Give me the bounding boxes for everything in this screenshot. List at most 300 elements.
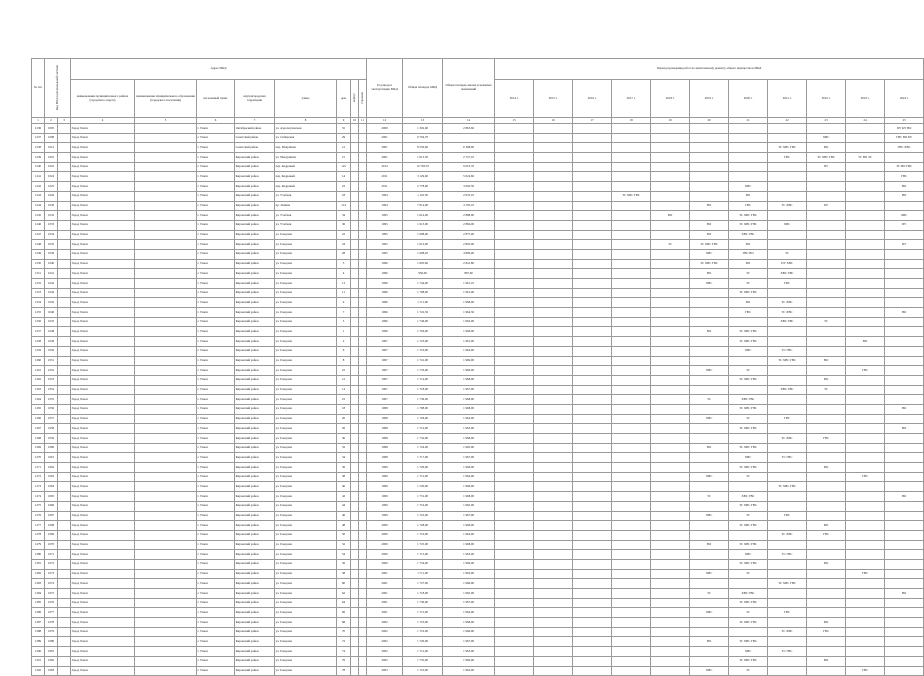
- cell-period-work: ЭС ВО ГВС: [885, 162, 924, 172]
- cell-street: ул. Говорова: [275, 424, 337, 434]
- cell-municipality: Город Томск: [71, 356, 135, 366]
- cell-reg-code: 1068: [45, 521, 58, 531]
- cell-korpus: [351, 434, 359, 444]
- cell-korpus: [351, 211, 359, 221]
- table-body: [32, 124, 924, 676]
- cell-reserve: 2 935,10: [443, 191, 495, 201]
- column-number: 6: [197, 118, 235, 124]
- cell-korpus: [351, 637, 359, 647]
- cell-period-work: [846, 124, 885, 134]
- cell-period-work: [651, 404, 690, 414]
- cell-period-work: [534, 453, 573, 463]
- table-row: [32, 337, 924, 347]
- cell-period-work: [885, 579, 924, 589]
- cell-stroenie: [359, 279, 367, 289]
- cell-period-work: [651, 472, 690, 482]
- cell-empty: [58, 191, 71, 201]
- col-period-7: 2021 г.: [768, 80, 807, 118]
- cell-npp: 1246: [32, 220, 45, 230]
- cell-reg-code: 1080: [45, 637, 58, 647]
- cell-period-work: [651, 279, 690, 289]
- cell-period-work: ГВС: [729, 308, 768, 318]
- cell-district: Кировский район: [235, 540, 275, 550]
- cell-period-work: [846, 211, 885, 221]
- column-number: 8: [275, 118, 337, 124]
- cell-street: ул. Говорова: [275, 656, 337, 666]
- cell-empty: [58, 249, 71, 259]
- cell-district: Кировский район: [235, 240, 275, 250]
- cell-reserve: 1 966,00: [443, 327, 495, 337]
- cell-period-work: [846, 608, 885, 618]
- cell-korpus: [351, 162, 359, 172]
- col-period-10: 2024 г.: [885, 80, 924, 118]
- cell-period-work: [573, 153, 612, 163]
- cell-period-work: [573, 201, 612, 211]
- cell-house: 40: [337, 482, 351, 492]
- cell-year: 1996: [367, 308, 403, 318]
- cell-period-work: [612, 434, 651, 444]
- cell-empty: [58, 501, 71, 511]
- cell-npp: 1278: [32, 530, 45, 540]
- cell-house: 5: [337, 317, 351, 327]
- cell-period-work: [690, 317, 729, 327]
- cell-npp: 1289: [32, 637, 45, 647]
- cell-street: пер. Кедровый: [275, 162, 337, 172]
- cell-area: 1 708,00: [403, 288, 443, 298]
- cell-empty: [58, 182, 71, 192]
- cell-settlement: [135, 559, 197, 569]
- cell-district: Кировский район: [235, 627, 275, 637]
- column-number: 4: [71, 118, 135, 124]
- cell-locality: г. Томск: [197, 579, 235, 589]
- cell-district: Кировский район: [235, 647, 275, 657]
- cell-area: 1 116,50: [403, 191, 443, 201]
- cell-period-work: [846, 143, 885, 153]
- cell-period-work: [495, 366, 534, 376]
- table-row: [32, 414, 924, 424]
- cell-house: 14: [337, 385, 351, 395]
- cell-period-work: [534, 579, 573, 589]
- cell-period-work: ХВС: [690, 249, 729, 259]
- cell-house: 76: [337, 656, 351, 666]
- cell-period-work: [807, 608, 846, 618]
- cell-period-work: ТС: [807, 385, 846, 395]
- cell-period-work: [573, 220, 612, 230]
- cell-period-work: [573, 598, 612, 608]
- cell-period-work: [573, 550, 612, 560]
- cell-period-work: ТС: [651, 240, 690, 250]
- cell-reserve: 1 963,00: [443, 424, 495, 434]
- cell-stroenie: [359, 511, 367, 521]
- cell-reserve: 3 092,50: [443, 182, 495, 192]
- cell-reg-code: 1052: [45, 366, 58, 376]
- cell-korpus: [351, 375, 359, 385]
- cell-municipality: Город Томск: [71, 550, 135, 560]
- cell-reg-code: 1061: [45, 453, 58, 463]
- cell-street: пер. Кедровый: [275, 172, 337, 182]
- cell-period-work: [534, 124, 573, 134]
- cell-street: ул. Учебная: [275, 211, 337, 221]
- cell-district: Кировский район: [235, 511, 275, 521]
- cell-korpus: [351, 589, 359, 599]
- cell-period-work: [807, 249, 846, 259]
- cell-house: 28: [337, 249, 351, 259]
- cell-district: Октябрьский район: [235, 124, 275, 134]
- cell-period-work: ВО: [885, 404, 924, 414]
- cell-stroenie: [359, 366, 367, 376]
- cell-district: Кировский район: [235, 598, 275, 608]
- cell-npp: 1243: [32, 191, 45, 201]
- cell-stroenie: [359, 308, 367, 318]
- table-row: [32, 434, 924, 444]
- cell-locality: г. Томск: [197, 356, 235, 366]
- cell-locality: г. Томск: [197, 511, 235, 521]
- cell-period-work: [612, 162, 651, 172]
- cell-period-work: [885, 375, 924, 385]
- cell-municipality: Город Томск: [71, 608, 135, 618]
- cell-empty: [58, 637, 71, 647]
- cell-area: 1 746,00: [403, 317, 443, 327]
- cell-year: 1996: [367, 327, 403, 337]
- cell-stroenie: [359, 608, 367, 618]
- cell-period-work: [885, 559, 924, 569]
- cell-korpus: [351, 656, 359, 666]
- cell-period-work: ХВС: [729, 550, 768, 560]
- cell-npp: 1269: [32, 443, 45, 453]
- cell-reserve: 1 969,00: [443, 356, 495, 366]
- cell-stroenie: [359, 550, 367, 560]
- cell-period-work: ВО: [807, 618, 846, 628]
- column-number: 5: [135, 118, 197, 124]
- cell-period-work: ВО: [846, 337, 885, 347]
- cell-period-work: [495, 550, 534, 560]
- cell-period-work: [534, 559, 573, 569]
- cell-district: Кировский район: [235, 298, 275, 308]
- cell-period-work: [807, 540, 846, 550]
- cell-reserve: 1 966,00: [443, 627, 495, 637]
- cell-period-work: [651, 298, 690, 308]
- cell-npp: 1261: [32, 366, 45, 376]
- cell-period-work: [885, 259, 924, 269]
- cell-period-work: [885, 627, 924, 637]
- cell-period-work: ВО: [807, 356, 846, 366]
- col-area: Общая площадь МКД: [403, 59, 443, 118]
- cell-year: 1995: [367, 220, 403, 230]
- cell-municipality: Город Томск: [71, 656, 135, 666]
- cell-reg-code: 1060: [45, 443, 58, 453]
- cell-period-work: [651, 598, 690, 608]
- cell-empty: [58, 434, 71, 444]
- cell-korpus: [351, 143, 359, 153]
- cell-period-work: [690, 647, 729, 657]
- cell-period-work: [651, 395, 690, 405]
- cell-stroenie: [359, 463, 367, 473]
- column-number: 24: [846, 118, 885, 124]
- cell-period-work: ТС ХВС ГВС: [612, 191, 651, 201]
- cell-district: Кировский район: [235, 327, 275, 337]
- cell-korpus: [351, 482, 359, 492]
- cell-korpus: [351, 472, 359, 482]
- cell-locality: г. Томск: [197, 530, 235, 540]
- cell-district: Кировский район: [235, 463, 275, 473]
- cell-settlement: [135, 434, 197, 444]
- cell-reserve: 1 965,00: [443, 443, 495, 453]
- cell-period-work: [885, 482, 924, 492]
- cell-municipality: Город Томск: [71, 346, 135, 356]
- cell-reg-code: 1075: [45, 589, 58, 599]
- cell-stroenie: [359, 385, 367, 395]
- cell-period-work: [612, 346, 651, 356]
- cell-year: 1996: [367, 317, 403, 327]
- cell-period-work: КУ: [807, 201, 846, 211]
- cell-settlement: [135, 327, 197, 337]
- cell-npp: 1267: [32, 424, 45, 434]
- cell-district: Кировский район: [235, 404, 275, 414]
- cell-period-work: [612, 279, 651, 289]
- cell-house: 12а: [337, 162, 351, 172]
- cell-period-work: [807, 395, 846, 405]
- cell-npp: 1281: [32, 559, 45, 569]
- cell-npp: 1265: [32, 404, 45, 414]
- cell-settlement: [135, 627, 197, 637]
- cell-period-work: ВО: [690, 443, 729, 453]
- cell-locality: г. Томск: [197, 220, 235, 230]
- cell-period-work: ХВС: [690, 511, 729, 521]
- cell-period-work: [690, 124, 729, 134]
- cell-period-work: [807, 191, 846, 201]
- cell-period-work: [846, 269, 885, 279]
- cell-district: Кировский район: [235, 375, 275, 385]
- cell-period-work: [768, 337, 807, 347]
- cell-period-work: [846, 308, 885, 318]
- cell-settlement: [135, 279, 197, 289]
- cell-period-work: [807, 298, 846, 308]
- cell-npp: 1241: [32, 172, 45, 182]
- table-row: [32, 153, 924, 163]
- cell-empty: [58, 395, 71, 405]
- cell-period-work: ГВС: [846, 666, 885, 676]
- cell-period-work: [612, 201, 651, 211]
- cell-street: ул. Учебная: [275, 220, 337, 230]
- cell-period-work: [690, 434, 729, 444]
- cell-period-work: ТС ХВС ГВС: [729, 540, 768, 550]
- cell-municipality: Город Томск: [71, 492, 135, 502]
- table-row: [32, 521, 924, 531]
- cell-area: 1 608,00: [403, 230, 443, 240]
- cell-settlement: [135, 463, 197, 473]
- cell-period-work: [651, 647, 690, 657]
- cell-area: 1 718,00: [403, 589, 443, 599]
- cell-period-work: [690, 530, 729, 540]
- cell-korpus: [351, 521, 359, 531]
- cell-locality: г. Томск: [197, 259, 235, 269]
- cell-locality: г. Томск: [197, 182, 235, 192]
- cell-period-work: ГВС: [768, 608, 807, 618]
- cell-period-work: [534, 434, 573, 444]
- column-number: 15: [495, 118, 534, 124]
- cell-period-work: [768, 598, 807, 608]
- cell-period-work: [495, 579, 534, 589]
- cell-locality: г. Томск: [197, 279, 235, 289]
- cell-period-work: [573, 124, 612, 134]
- cell-period-work: ВО: [690, 201, 729, 211]
- cell-period-work: [846, 133, 885, 143]
- cell-period-work: ТС ХВС: [768, 627, 807, 637]
- cell-district: Кировский район: [235, 337, 275, 347]
- cell-period-work: [573, 288, 612, 298]
- cell-empty: [58, 482, 71, 492]
- cell-stroenie: [359, 269, 367, 279]
- cell-empty: [58, 598, 71, 608]
- cell-period-work: [573, 501, 612, 511]
- cell-street: ул. Говорова: [275, 317, 337, 327]
- cell-period-work: ТС ХВС ГВС: [807, 153, 846, 163]
- cell-area: 1 605,60: [403, 259, 443, 269]
- cell-period-work: [495, 298, 534, 308]
- cell-period-work: [495, 124, 534, 134]
- cell-settlement: [135, 153, 197, 163]
- cell-period-work: ТС: [729, 608, 768, 618]
- cell-reg-code: 1066: [45, 501, 58, 511]
- cell-npp: 1288: [32, 627, 45, 637]
- cell-period-work: [573, 463, 612, 473]
- cell-district: Кировский район: [235, 434, 275, 444]
- cell-reserve: 1 967,00: [443, 637, 495, 647]
- cell-locality: г. Томск: [197, 550, 235, 560]
- cell-stroenie: [359, 211, 367, 221]
- cell-municipality: Город Томск: [71, 259, 135, 269]
- cell-period-work: [495, 385, 534, 395]
- cell-period-work: [495, 337, 534, 347]
- cell-korpus: [351, 356, 359, 366]
- cell-period-work: [573, 559, 612, 569]
- table-row: [32, 346, 924, 356]
- cell-municipality: Город Томск: [71, 240, 135, 250]
- cell-house: 10: [337, 366, 351, 376]
- cell-period-work: [846, 317, 885, 327]
- cell-korpus: [351, 317, 359, 327]
- cell-period-work: [768, 521, 807, 531]
- cell-korpus: [351, 346, 359, 356]
- cell-year: 2000: [367, 124, 403, 134]
- cell-district: Кировский район: [235, 162, 275, 172]
- cell-district: Кировский район: [235, 308, 275, 318]
- cell-locality: г. Томск: [197, 172, 235, 182]
- table-row: [32, 182, 924, 192]
- cell-period-work: [885, 249, 924, 259]
- cell-empty: [58, 211, 71, 221]
- cell-empty: [58, 201, 71, 211]
- cell-reg-code: 1024: [45, 172, 58, 182]
- cell-period-work: [768, 133, 807, 143]
- cell-reserve: 1 962,00: [443, 666, 495, 676]
- cell-municipality: Город Томск: [71, 230, 135, 240]
- cell-locality: г. Томск: [197, 395, 235, 405]
- cell-korpus: [351, 608, 359, 618]
- cell-period-work: [612, 443, 651, 453]
- cell-period-work: [885, 463, 924, 473]
- cell-period-work: [651, 589, 690, 599]
- cell-period-work: [495, 153, 534, 163]
- cell-empty: [58, 647, 71, 657]
- cell-locality: г. Томск: [197, 249, 235, 259]
- cell-npp: 1275: [32, 501, 45, 511]
- cell-period-work: ГВС: [807, 530, 846, 540]
- cell-locality: г. Томск: [197, 666, 235, 676]
- cell-area: 1 734,00: [403, 559, 443, 569]
- cell-period-work: [690, 172, 729, 182]
- cell-area: 1 727,00: [403, 579, 443, 589]
- cell-settlement: [135, 211, 197, 221]
- cell-street: ул. Говорова: [275, 308, 337, 318]
- cell-period-work: [846, 298, 885, 308]
- cell-period-work: [495, 434, 534, 444]
- column-number: 11: [359, 118, 367, 124]
- cell-period-work: [612, 550, 651, 560]
- cell-locality: г. Томск: [197, 589, 235, 599]
- cell-npp: 1279: [32, 540, 45, 550]
- cell-reg-code: 1063: [45, 472, 58, 482]
- cell-period-work: ГВС: [846, 472, 885, 482]
- cell-period-work: ГВС ХВС: [885, 143, 924, 153]
- cell-period-work: ТС ГВС: [768, 647, 807, 657]
- cell-period-work: [846, 482, 885, 492]
- cell-period-work: ТС ХВС ГВС: [729, 598, 768, 608]
- cell-district: Кировский район: [235, 385, 275, 395]
- cell-stroenie: [359, 492, 367, 502]
- cell-empty: [58, 240, 71, 250]
- cell-area: 1 614,00: [403, 211, 443, 221]
- cell-period-work: [612, 269, 651, 279]
- cell-settlement: [135, 540, 197, 550]
- cell-period-work: [729, 153, 768, 163]
- cell-year: 2000: [367, 530, 403, 540]
- cell-period-work: [612, 637, 651, 647]
- table-row: [32, 482, 924, 492]
- cell-npp: 1237: [32, 133, 45, 143]
- cell-empty: [58, 346, 71, 356]
- cell-year: 1999: [367, 492, 403, 502]
- cell-stroenie: [359, 482, 367, 492]
- cell-municipality: Город Томск: [71, 559, 135, 569]
- cell-municipality: Город Томск: [71, 666, 135, 676]
- cell-settlement: [135, 482, 197, 492]
- cell-municipality: Город Томск: [71, 511, 135, 521]
- cell-reg-code: 1041: [45, 269, 58, 279]
- cell-period-work: [573, 356, 612, 366]
- cell-period-work: [768, 492, 807, 502]
- cell-house: 18: [337, 191, 351, 201]
- cell-locality: г. Томск: [197, 124, 235, 134]
- cell-period-work: [885, 434, 924, 444]
- cell-period-work: ТС ГВС: [768, 453, 807, 463]
- cell-period-work: [495, 647, 534, 657]
- cell-period-work: [690, 375, 729, 385]
- cell-house: 46: [337, 511, 351, 521]
- cell-municipality: Город Томск: [71, 647, 135, 657]
- cell-period-work: ТС ВО ЭС: [846, 153, 885, 163]
- cell-npp: 1277: [32, 521, 45, 531]
- cell-reg-code: 1069: [45, 530, 58, 540]
- cell-locality: г. Томск: [197, 501, 235, 511]
- column-number: 2: [45, 118, 58, 124]
- cell-year: 2000: [367, 559, 403, 569]
- cell-year: 2002: [367, 656, 403, 666]
- table-row: [32, 472, 924, 482]
- table-row: [32, 162, 924, 172]
- cell-period-work: [534, 414, 573, 424]
- cell-year: 2002: [367, 637, 403, 647]
